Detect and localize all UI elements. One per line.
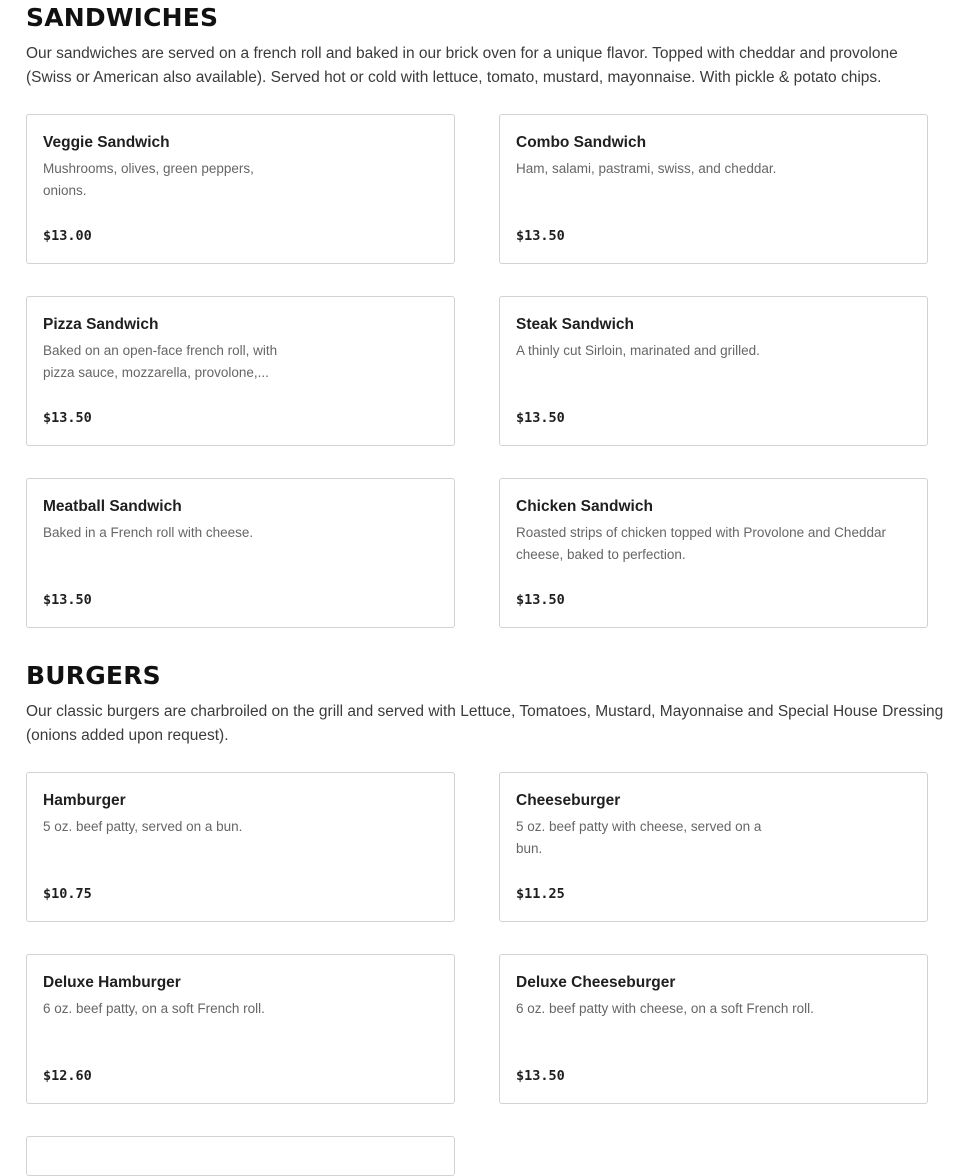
menu-item-price: $12.60 bbox=[43, 1068, 92, 1084]
menu-item-card[interactable] bbox=[499, 954, 928, 1104]
burgers-section bbox=[26, 658, 944, 1104]
menu-item-price: $13.50 bbox=[516, 410, 565, 426]
menu-item-description: Baked in a French roll with cheese. bbox=[43, 525, 254, 540]
menu-item-price: $13.50 bbox=[43, 592, 92, 608]
menu-item-card[interactable] bbox=[26, 772, 455, 922]
menu-item-description: 5 oz. beef patty with cheese, served on a bun. bbox=[516, 819, 762, 856]
menu-item-name: Pizza Sandwich bbox=[43, 316, 159, 333]
menu-item-name: Combo Sandwich bbox=[516, 134, 647, 151]
section-description: Our sandwiches are served on a french roll and baked in our brick oven for a unique flavor. Topped with cheddar and provolone (Swiss or American also available). Served hot or cold with lettuce, tomato, mustard, mayonnaise. With pickle & potato chips. bbox=[26, 45, 898, 86]
sandwiches-section bbox=[26, 0, 944, 628]
section-description: Our classic burgers are charbroiled on the grill and served with Lettuce, Tomatoes, Mustard, Mayonnaise and Special House Dressing (onions added upon request). bbox=[26, 703, 944, 744]
menu-item-card[interactable] bbox=[499, 296, 928, 446]
menu-item-price: $11.25 bbox=[516, 886, 565, 902]
menu-item-description: 5 oz. beef patty, served on a bun. bbox=[43, 819, 243, 834]
menu-item-card[interactable] bbox=[499, 114, 928, 264]
menu-item-grid bbox=[26, 772, 944, 1104]
menu-item-price: $13.50 bbox=[43, 410, 92, 426]
menu-item-price: $13.00 bbox=[43, 228, 92, 244]
menu-item-card[interactable] bbox=[26, 478, 455, 628]
menu-item-description: Ham, salami, pastrami, swiss, and cheddar. bbox=[516, 161, 777, 176]
menu-item-name: Chicken Sandwich bbox=[516, 498, 653, 515]
menu-item-name: Steak Sandwich bbox=[516, 316, 635, 333]
menu-item-description: Mushrooms, olives, green peppers, onions. bbox=[43, 161, 254, 198]
menu-item-card[interactable] bbox=[26, 296, 455, 446]
menu-item-card[interactable] bbox=[499, 478, 928, 628]
menu-item-name: Hamburger bbox=[43, 792, 126, 809]
menu-item-name: Deluxe Cheeseburger bbox=[516, 974, 676, 991]
menu-item-grid bbox=[26, 114, 944, 628]
menu-item-price: $10.75 bbox=[43, 886, 92, 902]
menu-item-description: 6 oz. beef patty, on a soft French roll. bbox=[43, 1001, 265, 1016]
menu-item-name: Veggie Sandwich bbox=[43, 134, 170, 151]
section-title: BURGERS bbox=[26, 661, 161, 690]
menu-item-description: A thinly cut Sirloin, marinated and grilled. bbox=[516, 343, 760, 358]
menu-item-name: Deluxe Hamburger bbox=[43, 974, 181, 991]
menu-item-description: Roasted strips of chicken topped with Provolone and Cheddar cheese, baked to perfection. bbox=[516, 525, 886, 562]
menu-item-card[interactable] bbox=[26, 114, 455, 264]
menu-item-price: $13.50 bbox=[516, 592, 565, 608]
menu-item-price: $13.50 bbox=[516, 1068, 565, 1084]
section-title: SANDWICHES bbox=[26, 3, 219, 32]
menu-item-card[interactable] bbox=[499, 772, 928, 922]
menu-item-price: $13.50 bbox=[516, 228, 565, 244]
menu-item-card[interactable] bbox=[26, 1136, 455, 1176]
menu-item-name: Meatball Sandwich bbox=[43, 498, 182, 515]
menu-item-description: 6 oz. beef patty with cheese, on a soft French roll. bbox=[516, 1001, 814, 1016]
menu-item-name: Cheeseburger bbox=[516, 792, 621, 809]
menu-item-description: Baked on an open-face french roll, with pizza sauce, mozzarella, provolone,... bbox=[43, 343, 278, 380]
menu-item-card[interactable] bbox=[26, 954, 455, 1104]
